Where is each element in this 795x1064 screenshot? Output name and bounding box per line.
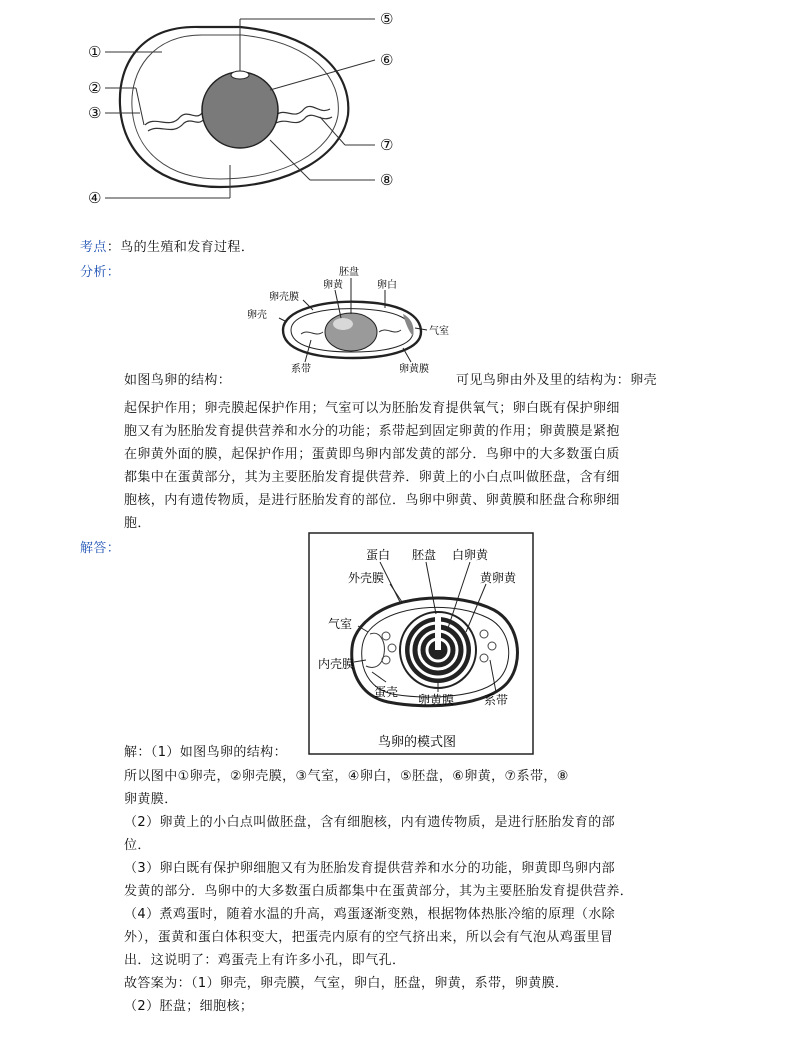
fig3-label-xidai: 系带 <box>484 693 509 707</box>
fig2-label-xidai: 系带 <box>291 364 311 375</box>
jieda-line-3: 卵黄膜． <box>124 792 178 807</box>
marker-3: ③ <box>88 104 102 122</box>
jieda-label: 解答： <box>80 541 121 556</box>
jieda-line-4: （2）卵黄上的小白点叫做胚盘，含有细胞核，内有遗传物质，是进行胚胎发育的部 <box>124 815 616 830</box>
egg-model-diagram <box>308 532 534 755</box>
fig2-label-luanhuang: 卵黄 <box>323 280 343 291</box>
fenxi-line-2: 起保护作用；卵壳膜起保护作用；气室可以为胚胎发育提供氧气；卵白既有保护卵细 <box>124 401 620 416</box>
marker-5: ⑤ <box>380 10 394 28</box>
fig2-label-luanke: 卵壳 <box>247 310 267 321</box>
fig3-label-luanhuangmo: 卵黄膜 <box>418 693 455 707</box>
fig3-label-peipan: 胚盘 <box>412 548 437 562</box>
kaodian-text: 鸟的生殖和发育过程． <box>120 240 255 255</box>
fig3-label-neikemo: 内壳膜 <box>318 657 355 671</box>
fig2-label-qishi: 气室 <box>429 326 449 337</box>
jieda-line-8: （4）煮鸡蛋时，随着水温的升高，鸡蛋逐渐变熟，根据物体热胀冷缩的原理（水除 <box>124 907 616 922</box>
marker-8: ⑧ <box>380 171 394 189</box>
jieda-line-12: （2）胚盘；细胞核； <box>124 999 254 1014</box>
fig3-label-danke: 蛋壳 <box>374 685 399 699</box>
fig2-label-luanbai: 卵白 <box>377 280 397 291</box>
marker-1: ① <box>88 43 102 61</box>
jieda-line-5: 位． <box>124 838 151 853</box>
fig3-label-waikemo: 外壳膜 <box>348 571 385 585</box>
kaodian-colon: ： <box>106 240 121 255</box>
fig3-caption: 鸟卵的模式图 <box>378 735 457 750</box>
jieda-line-9: 外），蛋黄和蛋白体积变大，把蛋壳内原有的空气挤出来，所以会有气泡从鸡蛋里冒 <box>124 930 614 945</box>
jieda-line-1: 解：（1）如图鸟卵的结构： <box>124 745 287 760</box>
fig2-label-luanhuangmo: 卵黄膜 <box>399 364 429 375</box>
jieda-line-7: 发黄的部分．鸟卵中的大多数蛋白质都集中在蛋黄部分，其为主要胚胎发育提供营养． <box>124 884 634 899</box>
jieda-line-10: 出．这说明了：鸡蛋壳上有许多小孔，即气孔． <box>124 953 406 968</box>
egg-diagram-numbered <box>80 5 410 215</box>
marker-4: ④ <box>88 189 102 207</box>
fig2-label-peipan: 胚盘 <box>339 267 359 278</box>
fig3-label-bailuanhuang: 白卵黄 <box>452 548 489 562</box>
kaodian-line <box>80 236 254 255</box>
fenxi-line-6: 胞核，内有遗传物质，是进行胚胎发育的部位．鸟卵中卵黄、卵黄膜和胚盘合称卵细 <box>124 493 620 508</box>
kaodian-label: 考点 <box>80 240 107 255</box>
fenxi-line-3: 胞又有为胚胎发育提供营养和水分的功能；系带起到固定卵黄的作用；卵黄膜是紧抱 <box>124 424 620 439</box>
fenxi-line1-right: 可见鸟卵由外及里的结构为：卵壳 <box>456 373 658 388</box>
jieda-line-6: （3）卵白既有保护卵细胞又有为胚胎发育提供营养和水分的功能，卵黄即鸟卵内部 <box>124 861 616 876</box>
fig2-label-luankemo: 卵壳膜 <box>269 292 299 303</box>
egg-structure-diagram <box>243 262 458 380</box>
marker-2: ② <box>88 79 102 97</box>
marker-7: ⑦ <box>380 136 394 154</box>
fenxi-line-5: 都集中在蛋黄部分，其为主要胚胎发育提供营养．卵黄上的小白点叫做胚盘，含有细 <box>124 470 620 485</box>
fig3-label-danbai: 蛋白 <box>366 548 391 562</box>
fig3-label-huangluanhuang: 黄卵黄 <box>480 571 517 585</box>
jieda-line-2: 所以图中①卵壳，②卵壳膜，③气室，④卵白，⑤胚盘，⑥卵黄，⑦系带，⑧ <box>124 769 569 784</box>
marker-6: ⑥ <box>380 51 394 69</box>
fenxi-label: 分析： <box>80 265 121 280</box>
jieda-line-11: 故答案为：（1）卵壳，卵壳膜，气室，卵白，胚盘，卵黄，系带，卵黄膜． <box>124 976 569 991</box>
fenxi-line1-left: 如图鸟卵的结构： <box>124 373 232 388</box>
fig3-label-qishi: 气室 <box>328 617 353 631</box>
fenxi-line-7: 胞． <box>124 516 151 531</box>
fenxi-line-4: 在卵黄外面的膜，起保护作用；蛋黄即鸟卵内部发黄的部分．鸟卵中的大多数蛋白质 <box>124 447 620 462</box>
